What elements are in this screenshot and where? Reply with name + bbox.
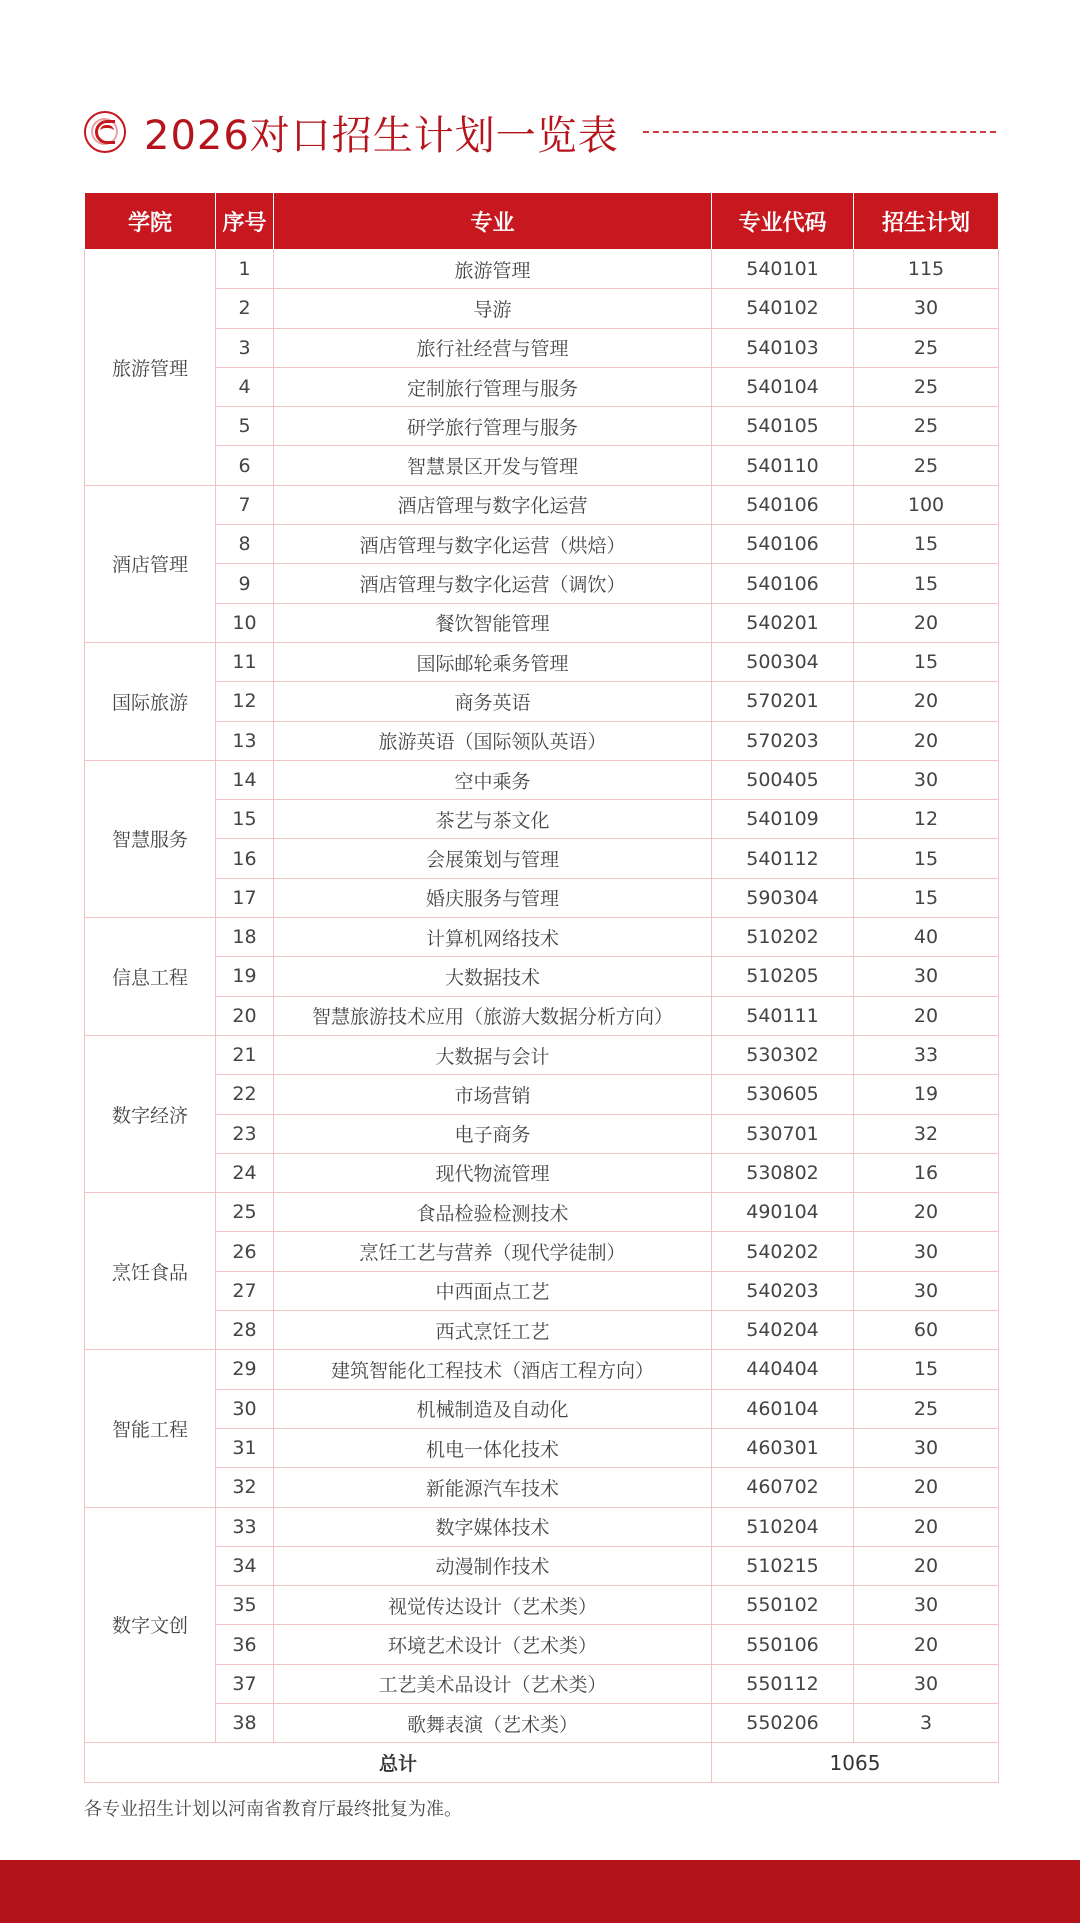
table-row [85,1153,999,1192]
index-cell: 33 [216,1507,274,1546]
enrollment-plan-table [84,192,999,1783]
major-cell: 酒店管理与数字化运营 [274,485,712,524]
college-cell: 国际旅游 [85,642,216,760]
index-cell: 9 [216,564,274,603]
page-title: 2026对口招生计划一览表 [144,112,619,159]
table-row [85,1664,999,1703]
code-cell: 540110 [712,446,854,485]
college-cell: 数字经济 [85,1035,216,1192]
footer-bar [0,1860,1080,1923]
table-row [85,957,999,996]
plan-cell: 20 [854,1625,999,1664]
code-cell: 540202 [712,1232,854,1271]
college-cell: 信息工程 [85,918,216,1036]
index-cell: 32 [216,1468,274,1507]
index-cell: 37 [216,1664,274,1703]
plan-cell: 15 [854,1350,999,1389]
code-cell: 440404 [712,1350,854,1389]
index-cell: 11 [216,642,274,681]
major-cell: 婚庆服务与管理 [274,878,712,917]
major-cell: 西式烹饪工艺 [274,1311,712,1350]
code-cell: 540101 [712,250,854,289]
table-row [85,1625,999,1664]
major-cell: 旅行社经营与管理 [274,328,712,367]
table-row [85,250,999,289]
index-cell: 2 [216,289,274,328]
code-cell: 540106 [712,485,854,524]
major-cell: 酒店管理与数字化运营（调饮） [274,564,712,603]
code-cell: 570201 [712,682,854,721]
table-row [85,839,999,878]
major-cell: 酒店管理与数字化运营（烘焙） [274,525,712,564]
index-cell: 5 [216,407,274,446]
table-row [85,1075,999,1114]
plan-cell: 3 [854,1703,999,1742]
major-cell: 食品检验检测技术 [274,1193,712,1232]
table-row [85,721,999,760]
code-cell: 540203 [712,1271,854,1310]
major-cell: 市场营销 [274,1075,712,1114]
code-cell: 530605 [712,1075,854,1114]
header-college: 学院 [85,193,216,250]
index-cell: 15 [216,800,274,839]
table-row [85,1232,999,1271]
code-cell: 530802 [712,1153,854,1192]
table-row [85,642,999,681]
index-cell: 20 [216,996,274,1035]
index-cell: 29 [216,1350,274,1389]
page-header [84,104,996,160]
college-cell: 智能工程 [85,1350,216,1507]
plan-cell: 12 [854,800,999,839]
major-cell: 环境艺术设计（艺术类） [274,1625,712,1664]
title-divider [643,131,996,133]
index-cell: 22 [216,1075,274,1114]
table-row [85,446,999,485]
code-cell: 500304 [712,642,854,681]
header-plan: 招生计划 [854,193,999,250]
code-cell: 510205 [712,957,854,996]
table-row [85,1586,999,1625]
code-cell: 500405 [712,760,854,799]
code-cell: 460104 [712,1389,854,1428]
code-cell: 550206 [712,1703,854,1742]
plan-cell: 40 [854,918,999,957]
table-row [85,1428,999,1467]
table-row [85,1271,999,1310]
plan-cell: 30 [854,1428,999,1467]
major-cell: 计算机网络技术 [274,918,712,957]
code-cell: 540103 [712,328,854,367]
header-code: 专业代码 [712,193,854,250]
table-row [85,407,999,446]
code-cell: 510204 [712,1507,854,1546]
table-header-row [85,193,999,250]
plan-cell: 30 [854,289,999,328]
plan-cell: 16 [854,1153,999,1192]
index-cell: 7 [216,485,274,524]
header-index: 序号 [216,193,274,250]
index-cell: 26 [216,1232,274,1271]
table-row [85,682,999,721]
plan-cell: 32 [854,1114,999,1153]
table-row [85,603,999,642]
plan-cell: 115 [854,250,999,289]
index-cell: 6 [216,446,274,485]
table-row [85,800,999,839]
code-cell: 540111 [712,996,854,1035]
index-cell: 1 [216,250,274,289]
plan-cell: 25 [854,407,999,446]
index-cell: 31 [216,1428,274,1467]
index-cell: 21 [216,1035,274,1074]
plan-cell: 20 [854,1546,999,1585]
plan-cell: 20 [854,1507,999,1546]
index-cell: 8 [216,525,274,564]
plan-cell: 33 [854,1035,999,1074]
plan-cell: 25 [854,1389,999,1428]
index-cell: 30 [216,1389,274,1428]
plan-cell: 15 [854,642,999,681]
major-cell: 空中乘务 [274,760,712,799]
code-cell: 540109 [712,800,854,839]
plan-cell: 15 [854,839,999,878]
college-cell: 旅游管理 [85,250,216,486]
college-cell: 烹饪食品 [85,1193,216,1350]
plan-cell: 20 [854,1468,999,1507]
major-cell: 建筑智能化工程技术（酒店工程方向） [274,1350,712,1389]
major-cell: 定制旅行管理与服务 [274,367,712,406]
college-cell: 酒店管理 [85,485,216,642]
table-row [85,760,999,799]
index-cell: 23 [216,1114,274,1153]
major-cell: 动漫制作技术 [274,1546,712,1585]
plan-cell: 30 [854,1586,999,1625]
major-cell: 导游 [274,289,712,328]
major-cell: 新能源汽车技术 [274,1468,712,1507]
index-cell: 27 [216,1271,274,1310]
index-cell: 16 [216,839,274,878]
code-cell: 550112 [712,1664,854,1703]
plan-cell: 15 [854,564,999,603]
major-cell: 视觉传达设计（艺术类） [274,1586,712,1625]
table-row [85,1546,999,1585]
major-cell: 大数据与会计 [274,1035,712,1074]
index-cell: 24 [216,1153,274,1192]
table-row [85,996,999,1035]
plan-cell: 100 [854,485,999,524]
total-row [85,1743,999,1783]
table-row [85,1311,999,1350]
code-cell: 540102 [712,289,854,328]
plan-cell: 30 [854,760,999,799]
code-cell: 540112 [712,839,854,878]
plan-cell: 60 [854,1311,999,1350]
table-row [85,1507,999,1546]
plan-cell: 30 [854,1232,999,1271]
plan-cell: 30 [854,957,999,996]
major-cell: 歌舞表演（艺术类） [274,1703,712,1742]
major-cell: 数字媒体技术 [274,1507,712,1546]
code-cell: 540204 [712,1311,854,1350]
plan-cell: 20 [854,721,999,760]
major-cell: 智慧旅游技术应用（旅游大数据分析方向） [274,996,712,1035]
code-cell: 590304 [712,878,854,917]
plan-cell: 25 [854,328,999,367]
index-cell: 12 [216,682,274,721]
table-row [85,485,999,524]
major-cell: 工艺美术品设计（艺术类） [274,1664,712,1703]
table-row [85,1468,999,1507]
plan-cell: 30 [854,1664,999,1703]
major-cell: 大数据技术 [274,957,712,996]
plan-cell: 19 [854,1075,999,1114]
code-cell: 530701 [712,1114,854,1153]
code-cell: 460301 [712,1428,854,1467]
table-row [85,1703,999,1742]
index-cell: 3 [216,328,274,367]
plan-cell: 30 [854,1271,999,1310]
major-cell: 研学旅行管理与服务 [274,407,712,446]
code-cell: 550106 [712,1625,854,1664]
table-row [85,1350,999,1389]
table-row [85,367,999,406]
major-cell: 旅游管理 [274,250,712,289]
plan-cell: 25 [854,367,999,406]
table-row [85,1193,999,1232]
index-cell: 14 [216,760,274,799]
college-cell: 智慧服务 [85,760,216,917]
plan-cell: 20 [854,996,999,1035]
index-cell: 28 [216,1311,274,1350]
index-cell: 25 [216,1193,274,1232]
code-cell: 530302 [712,1035,854,1074]
index-cell: 10 [216,603,274,642]
major-cell: 旅游英语（国际领队英语） [274,721,712,760]
index-cell: 17 [216,878,274,917]
code-cell: 490104 [712,1193,854,1232]
table-row [85,564,999,603]
plan-cell: 25 [854,446,999,485]
index-cell: 38 [216,1703,274,1742]
code-cell: 540106 [712,564,854,603]
table-row [85,1035,999,1074]
major-cell: 智慧景区开发与管理 [274,446,712,485]
college-cell: 数字文创 [85,1507,216,1743]
school-logo-icon [84,111,126,153]
major-cell: 中西面点工艺 [274,1271,712,1310]
major-cell: 电子商务 [274,1114,712,1153]
table-row [85,878,999,917]
code-cell: 460702 [712,1468,854,1507]
code-cell: 570203 [712,721,854,760]
table-row [85,1114,999,1153]
code-cell: 510202 [712,918,854,957]
major-cell: 餐饮智能管理 [274,603,712,642]
code-cell: 540104 [712,367,854,406]
table-row [85,525,999,564]
major-cell: 机电一体化技术 [274,1428,712,1467]
code-cell: 550102 [712,1586,854,1625]
plan-cell: 15 [854,878,999,917]
index-cell: 36 [216,1625,274,1664]
header-major: 专业 [274,193,712,250]
index-cell: 4 [216,367,274,406]
major-cell: 烹饪工艺与营养（现代学徒制） [274,1232,712,1271]
major-cell: 会展策划与管理 [274,839,712,878]
total-value: 1065 [712,1743,999,1783]
index-cell: 35 [216,1586,274,1625]
code-cell: 540106 [712,525,854,564]
code-cell: 540105 [712,407,854,446]
index-cell: 18 [216,918,274,957]
table-body [85,250,999,1743]
table-row [85,328,999,367]
table-row [85,1389,999,1428]
table-row [85,289,999,328]
major-cell: 现代物流管理 [274,1153,712,1192]
code-cell: 540201 [712,603,854,642]
plan-cell: 20 [854,1193,999,1232]
table-row [85,918,999,957]
total-label: 总计 [85,1743,712,1783]
major-cell: 机械制造及自动化 [274,1389,712,1428]
plan-cell: 15 [854,525,999,564]
index-cell: 19 [216,957,274,996]
major-cell: 茶艺与茶文化 [274,800,712,839]
plan-cell: 20 [854,682,999,721]
index-cell: 34 [216,1546,274,1585]
code-cell: 510215 [712,1546,854,1585]
major-cell: 国际邮轮乘务管理 [274,642,712,681]
footnote: 各专业招生计划以河南省教育厅最终批复为准。 [84,1799,462,1820]
major-cell: 商务英语 [274,682,712,721]
index-cell: 13 [216,721,274,760]
plan-cell: 20 [854,603,999,642]
